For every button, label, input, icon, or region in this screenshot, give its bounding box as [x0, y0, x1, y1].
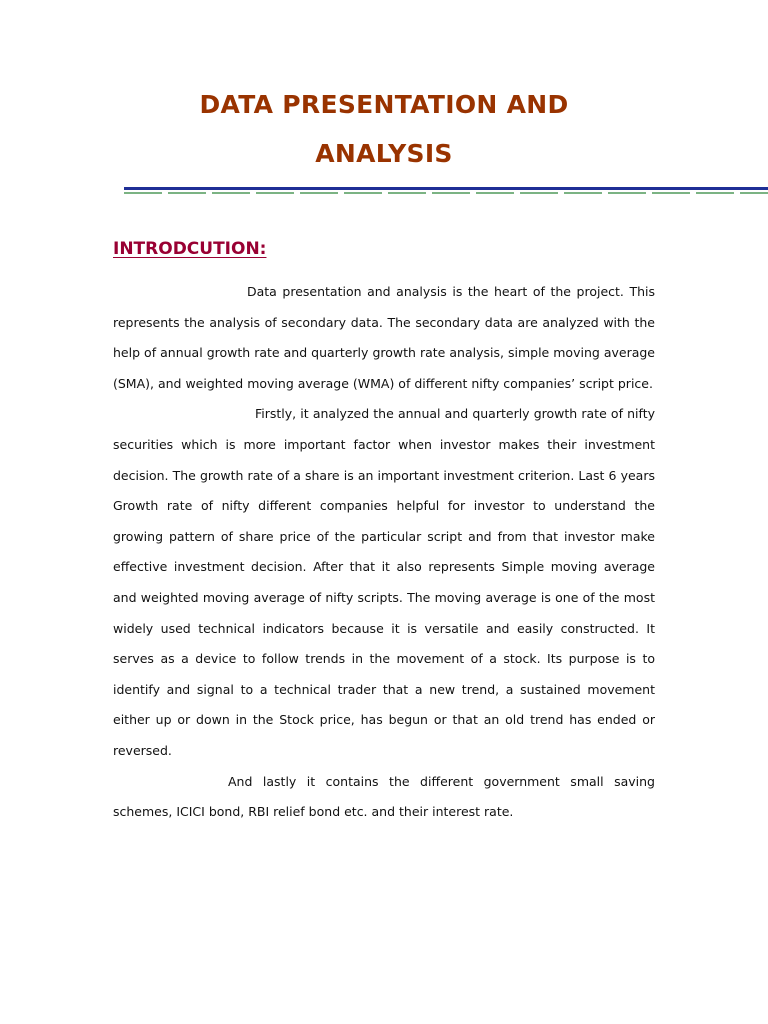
section-heading: INTRODCUTION: [113, 239, 267, 259]
page-title-line-2: ANALYSIS [315, 139, 453, 168]
body-text [113, 277, 655, 828]
paragraph-3: And lastly it contains the different government small saving schemes, ICICI bond, RBI relief bond etc. and their interest rate. [113, 773, 655, 820]
divider-blue-line [124, 187, 768, 190]
divider-green-dashes [124, 192, 768, 194]
page-title-line-1: DATA PRESENTATION AND [199, 90, 569, 119]
title-divider [124, 187, 768, 197]
paragraph-1: Data presentation and analysis is the heart of the project. This represents the analysis of secondary data. The secondary data are analyzed with the help of annual growth rate and quarterly growth rate analysis, simple moving average (SMA), and weighted moving average (WMA) of different nifty companies’ script price. [113, 284, 655, 391]
paragraph-2: Firstly, it analyzed the annual and quarterly growth rate of nifty securities which is more important factor when investor makes their investment decision. The growth rate of a share is an important investment criterion. Last 6 years Growth rate of nifty different companies helpful for investor to understand the growing pattern of share price of the particular script and from that investor make effective investment decision. After that it also represents Simple moving average and weighted moving average of nifty scripts. The moving average is one of the most widely used technical indicators because it is versatile and easily constructed. It serves as a device to follow trends in the movement of a stock. Its purpose is to identify and signal to a technical trader that a new trend, a sustained movement either up or down in the Stock price, has begun or that an old trend has ended or reversed. [113, 406, 655, 758]
